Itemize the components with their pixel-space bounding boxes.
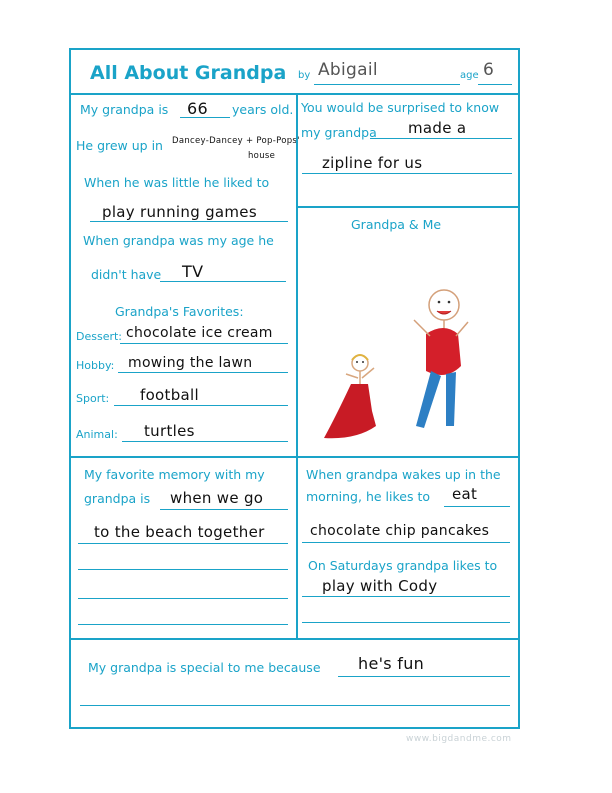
special-value: he's fun: [358, 654, 425, 673]
memory-label-1: My favorite memory with my: [84, 467, 265, 482]
age-prefix-label: My grandpa is: [80, 102, 169, 117]
dessert-line: [120, 343, 288, 344]
site-watermark: www.bigdandme.com: [406, 734, 512, 744]
dessert-label: Dessert:: [76, 330, 123, 343]
wakes-line-2: [302, 542, 510, 543]
animal-line: [122, 441, 288, 442]
sport-line: [114, 405, 288, 406]
grew-up-value-line1: Dancey-Dancey + Pop-Pops': [172, 136, 300, 146]
my-age-label-1: When grandpa was my age he: [83, 233, 274, 248]
little-value: play running games: [102, 203, 257, 221]
wakes-label-2: morning, he likes to: [306, 489, 430, 504]
special-line-2: [80, 705, 510, 706]
surprised-value-2: zipline for us: [322, 154, 423, 172]
memory-value-1: when we go: [170, 489, 264, 507]
memory-value-2: to the beach together: [94, 523, 265, 541]
age-label: age: [460, 70, 479, 81]
age-value-line: [180, 117, 230, 118]
surprised-label-1: You would be surprised to know: [301, 100, 500, 115]
wakes-box: [296, 456, 520, 640]
my-age-value: TV: [182, 262, 204, 281]
my-age-label-2: didn't have: [91, 267, 162, 282]
grew-up-label: He grew up in: [76, 138, 163, 153]
favorites-heading: Grandpa's Favorites:: [115, 304, 244, 319]
sport-label: Sport:: [76, 392, 110, 405]
saturday-line-2: [302, 622, 510, 623]
special-line-1: [338, 676, 510, 677]
worksheet-title: All About Grandpa: [90, 62, 287, 84]
surprised-line-2: [302, 173, 512, 174]
memory-line-3: [78, 569, 288, 570]
hobby-line: [118, 372, 288, 373]
by-label: by: [298, 70, 311, 81]
memory-line-5: [78, 624, 288, 625]
name-line: [314, 84, 460, 85]
animal-value: turtles: [144, 422, 195, 440]
wakes-label-1: When grandpa wakes up in the: [306, 467, 501, 482]
animal-label: Animal:: [76, 428, 118, 441]
dessert-value: chocolate ice cream: [126, 325, 273, 341]
author-name: Abigail: [318, 60, 378, 80]
hobby-value: mowing the lawn: [128, 355, 253, 371]
surprised-line-1: [370, 138, 512, 139]
author-age: 6: [483, 60, 495, 80]
memory-label-2: grandpa is: [84, 491, 151, 506]
grandpa-age-value: 66: [187, 99, 208, 118]
child-drawing: [296, 226, 520, 456]
grandpa-figure: [414, 290, 468, 428]
memory-line-1: [160, 509, 288, 510]
wakes-line-1: [444, 506, 510, 507]
surprised-label-2: my grandpa: [301, 125, 377, 140]
special-label: My grandpa is special to me because: [88, 660, 321, 675]
memory-line-4: [78, 598, 288, 599]
saturday-line-1: [302, 596, 510, 597]
grew-up-value-line2: house: [248, 151, 276, 161]
age-suffix-label: years old.: [232, 102, 294, 117]
age-line: [478, 84, 512, 85]
my-age-value-line: [160, 281, 286, 282]
surprised-value-1: made a: [408, 119, 467, 137]
abigail-figure: [324, 355, 376, 438]
saturday-label: On Saturdays grandpa likes to: [308, 558, 498, 573]
drawing-heading: Grandpa & Me: [351, 217, 442, 232]
wakes-value-1: eat: [452, 485, 478, 503]
memory-line-2: [78, 543, 288, 544]
sport-value: football: [140, 386, 199, 404]
saturday-value: play with Cody: [322, 577, 438, 595]
special-box: [69, 638, 520, 729]
little-label: When he was little he liked to: [84, 175, 270, 190]
memory-box: [69, 456, 298, 640]
little-value-line: [90, 221, 288, 222]
hobby-label: Hobby:: [76, 359, 115, 372]
wakes-value-2: chocolate chip pancakes: [310, 523, 490, 539]
